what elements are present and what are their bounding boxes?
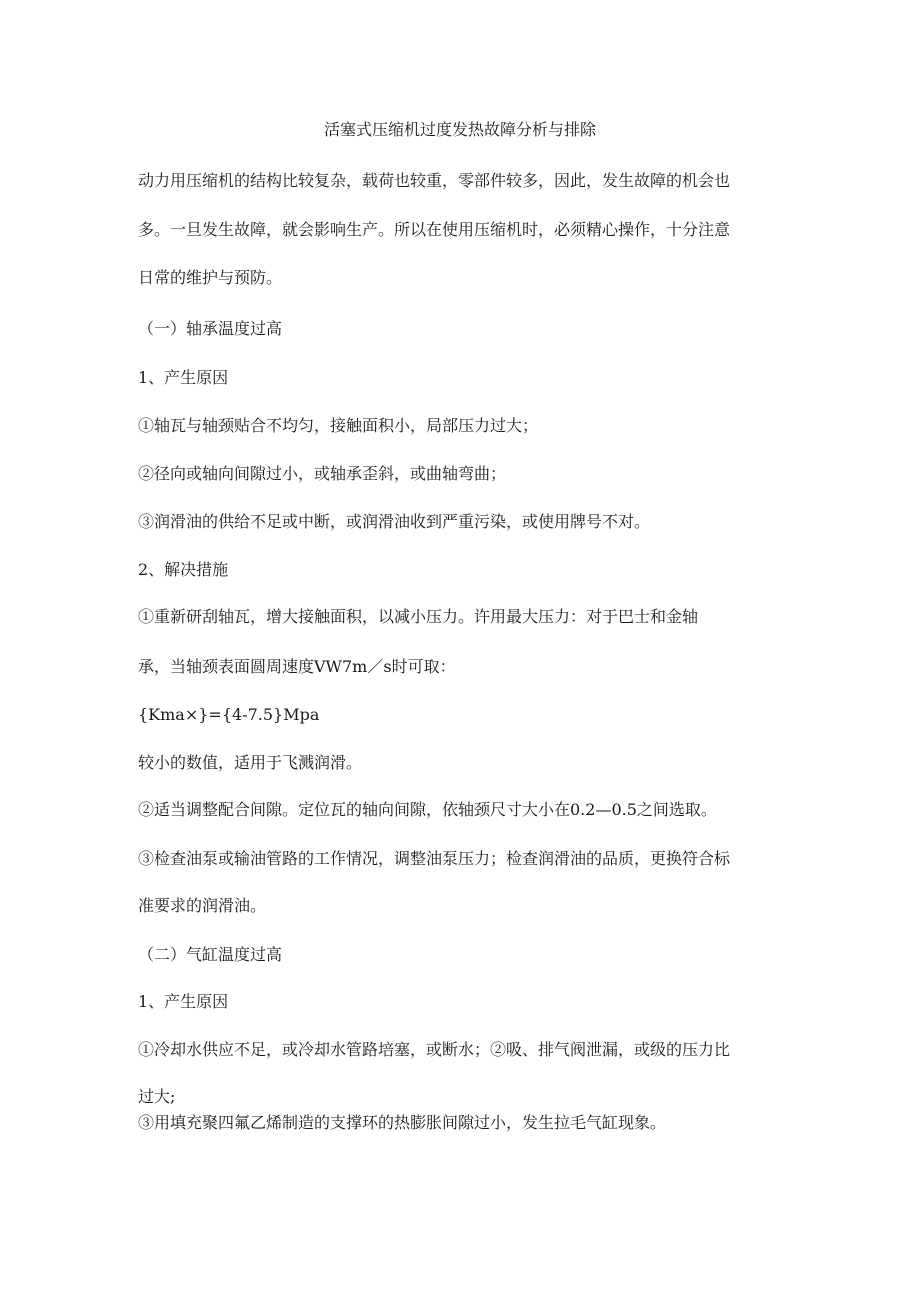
paragraph-line: 日常的维护与预防。	[138, 268, 283, 287]
section-heading: （二）气缸温度过高	[138, 945, 283, 964]
document-title: 活塞式压缩机过度发热故障分析与排除	[323, 120, 596, 139]
formula-line: {Kma×}={4-7.5}Mpa	[138, 705, 320, 724]
list-item: ③润滑油的供给不足或中断，或润滑油收到严重污染，或使用牌号不对。	[138, 512, 651, 531]
paragraph-line: 准要求的润滑油。	[138, 896, 267, 915]
list-item: ①轴瓦与轴颈贴合不均匀，接触面积小，局部压力过大；	[138, 416, 539, 435]
list-item: ③检查油泵或输油管路的工作情况，调整油泵压力；检查润滑油的品质，更换符合标	[138, 849, 731, 868]
paragraph-line: 较小的数值，适用于飞溅润滑。	[138, 753, 363, 772]
paragraph-line: 多。一旦发生故障，就会影响生产。所以在使用压缩机时，必须精心操作，十分注意	[138, 220, 731, 239]
subsection-heading: 1、产生原因	[138, 368, 229, 387]
list-item: ②径向或轴向间隙过小，或轴承歪斜，或曲轴弯曲；	[138, 464, 507, 483]
list-item: ①冷却水供应不足，或冷却水管路培塞，或断水；②吸、排气阀泄漏，或级的压力比	[138, 1040, 731, 1059]
paragraph-line: 动力用压缩机的结构比较复杂，载荷也较重，零部件较多，因此，发生故障的机会也	[138, 171, 731, 190]
subsection-heading: 1、产生原因	[138, 992, 229, 1011]
subsection-heading: 2、解决措施	[138, 560, 229, 579]
list-item: ①重新研刮轴瓦，增大接触面积，以减小压力。许用最大压力：对于巴士和金轴	[138, 607, 699, 626]
paragraph-line: 过大;	[138, 1087, 176, 1106]
list-item: ②适当调整配合间隙。定位瓦的轴向间隙，依轴颈尺寸大小在0.2—0.5之间选取。	[138, 800, 717, 819]
list-item: ③用填充聚四氟乙烯制造的支撑环的热膨胀间隙过小，发生拉毛气缸现象。	[138, 1113, 667, 1132]
paragraph-line: 承，当轴颈表面圆周速度VW7m／s时可取：	[138, 657, 456, 676]
section-heading: （一）轴承温度过高	[138, 319, 283, 338]
